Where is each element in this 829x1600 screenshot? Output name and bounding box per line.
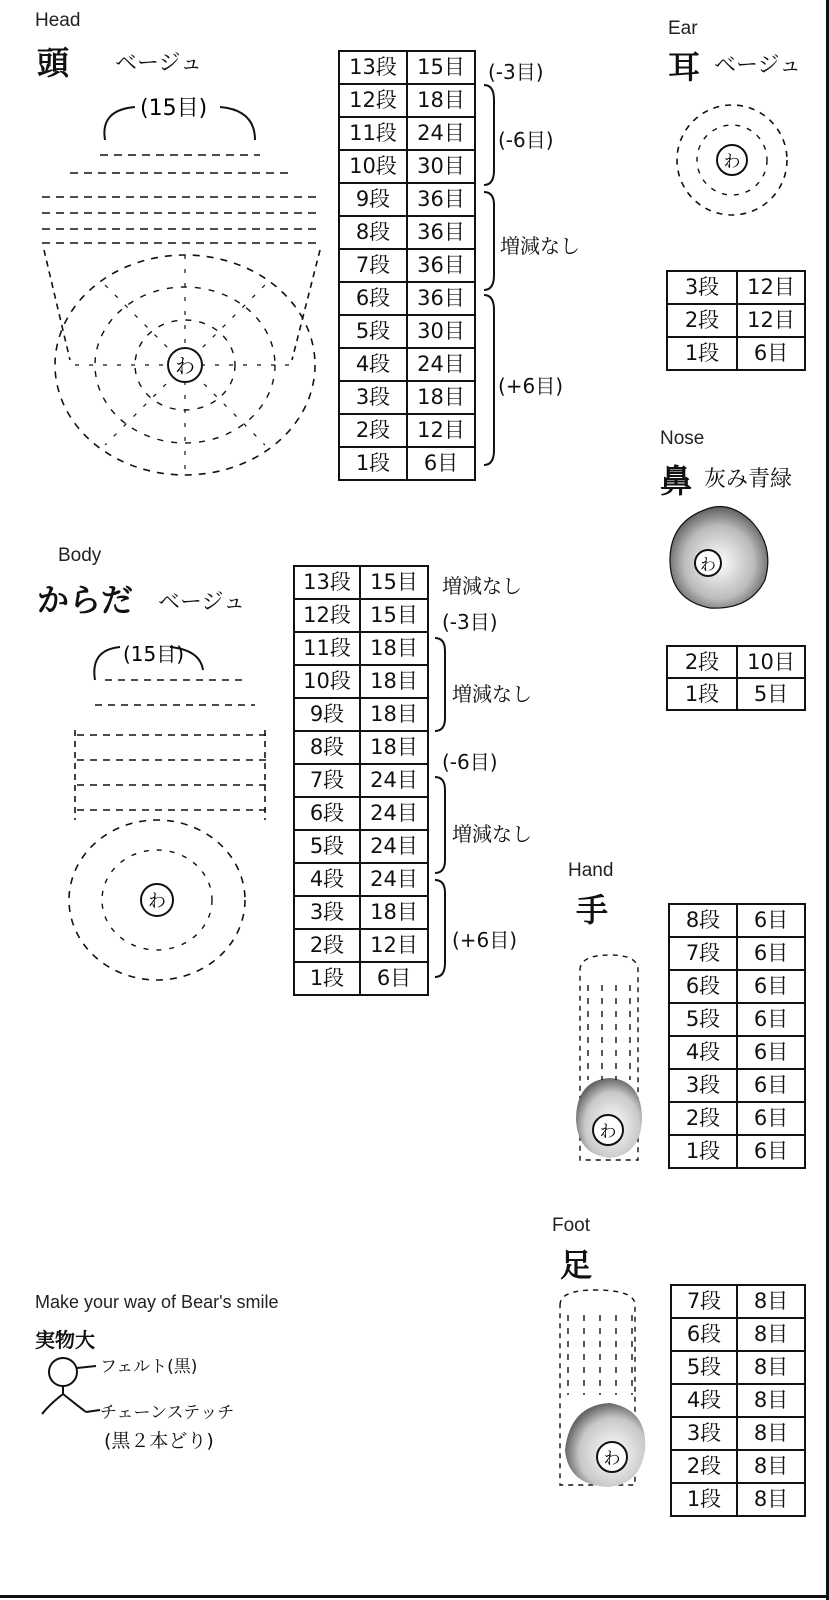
hand-stitch-count: 6目 bbox=[737, 937, 805, 970]
foot-row-number: 1段 bbox=[671, 1483, 737, 1516]
body-stitch-count: 24目 bbox=[360, 863, 428, 896]
body-stitch-count: 15目 bbox=[360, 599, 428, 632]
head-table-brackets bbox=[482, 50, 497, 500]
head-row-number: 12段 bbox=[339, 84, 407, 117]
head-stitch-count: 24目 bbox=[407, 348, 475, 381]
body-stitch-count: 24目 bbox=[360, 830, 428, 863]
hand-row-number: 6段 bbox=[669, 970, 737, 1003]
head-table-row bbox=[339, 282, 475, 315]
head-stitch-count: 30目 bbox=[407, 150, 475, 183]
ear-row-number: 2段 bbox=[667, 304, 737, 337]
body-stitch-count: 18目 bbox=[360, 698, 428, 731]
body-note-r5-7: 増減なし bbox=[452, 822, 532, 846]
head-stitch-count: 30目 bbox=[407, 315, 475, 348]
nose-row-table bbox=[666, 645, 806, 711]
head-table-row bbox=[339, 150, 475, 183]
head-stitch-count: 18目 bbox=[407, 84, 475, 117]
ear-row-table bbox=[666, 270, 806, 371]
head-table-row bbox=[339, 315, 475, 348]
head-row-number: 9段 bbox=[339, 183, 407, 216]
foot-table-row bbox=[671, 1318, 805, 1351]
body-label-en: Body bbox=[58, 545, 102, 566]
foot-stitch-count: 8目 bbox=[737, 1285, 805, 1318]
nose-stitch-count: 5目 bbox=[737, 678, 805, 710]
head-row-number: 4段 bbox=[339, 348, 407, 381]
body-note-r1-4: (+6目) bbox=[452, 928, 518, 952]
smile-stitch-label: チェーンステッチ bbox=[100, 1403, 235, 1423]
ear-stitch-count: 6目 bbox=[737, 337, 805, 370]
body-label-jp: からだ bbox=[37, 581, 134, 619]
body-row-number: 12段 bbox=[294, 599, 360, 632]
body-row-number: 9段 bbox=[294, 698, 360, 731]
body-table-row bbox=[294, 731, 428, 764]
body-note-r13: 増減なし bbox=[442, 574, 522, 598]
head-label-en: Head bbox=[35, 10, 81, 31]
smile-diagram bbox=[38, 1354, 108, 1424]
body-row-number: 1段 bbox=[294, 962, 360, 995]
hand-stitch-count: 6目 bbox=[737, 1036, 805, 1069]
body-row-number: 6段 bbox=[294, 797, 360, 830]
head-stitch-grid bbox=[42, 155, 322, 243]
smile-felt-circle bbox=[49, 1358, 77, 1386]
ear-table-row bbox=[667, 271, 805, 304]
foot-table-row bbox=[671, 1351, 805, 1384]
head-table-row bbox=[339, 117, 475, 150]
body-stitch-count: 12目 bbox=[360, 929, 428, 962]
nose-row-number: 2段 bbox=[667, 646, 737, 678]
hand-stitch-count: 6目 bbox=[737, 1102, 805, 1135]
body-table-row bbox=[294, 599, 428, 632]
smile-scale: 実物大 bbox=[35, 1328, 95, 1352]
head-row-number: 13段 bbox=[339, 51, 407, 84]
body-stitch-count: 18目 bbox=[360, 731, 428, 764]
head-row-number: 11段 bbox=[339, 117, 407, 150]
body-stitch-count: 18目 bbox=[360, 896, 428, 929]
foot-center-label: わ bbox=[603, 1449, 621, 1469]
body-table-row bbox=[294, 698, 428, 731]
body-stitch-count: 24目 bbox=[360, 797, 428, 830]
ear-table-row bbox=[667, 304, 805, 337]
nose-row-number: 1段 bbox=[667, 678, 737, 710]
nose-label-jp: 鼻 bbox=[660, 462, 693, 500]
head-diagram bbox=[30, 85, 330, 485]
nose-stitch-count: 10目 bbox=[737, 646, 805, 678]
hand-table-row bbox=[669, 1003, 805, 1036]
foot-diagram bbox=[550, 1285, 660, 1495]
head-table-row bbox=[339, 183, 475, 216]
head-stitch-count: 18目 bbox=[407, 381, 475, 414]
ear-label-en: Ear bbox=[668, 18, 698, 39]
ear-diagram bbox=[660, 85, 810, 235]
head-row-number: 5段 bbox=[339, 315, 407, 348]
nose-table-row bbox=[667, 678, 805, 710]
body-stitch-count: 18目 bbox=[360, 665, 428, 698]
foot-stitch-count: 8目 bbox=[737, 1351, 805, 1384]
nose-diagram bbox=[660, 500, 810, 615]
foot-row-number: 5段 bbox=[671, 1351, 737, 1384]
body-row-number: 10段 bbox=[294, 665, 360, 698]
head-note-r10-12: (-6目) bbox=[498, 128, 554, 152]
hand-row-table bbox=[668, 903, 806, 1169]
head-row-table bbox=[338, 50, 476, 481]
hand-label-en: Hand bbox=[568, 860, 614, 881]
foot-stitch-count: 8目 bbox=[737, 1384, 805, 1417]
body-stitch-count: 15目 bbox=[360, 566, 428, 599]
smile-title-en: Make your way of Bear's smile bbox=[35, 1292, 279, 1312]
body-row-number: 3段 bbox=[294, 896, 360, 929]
hand-table-row bbox=[669, 937, 805, 970]
head-stitch-count: 36目 bbox=[407, 216, 475, 249]
hand-row-number: 8段 bbox=[669, 904, 737, 937]
hand-stitch-count: 6目 bbox=[737, 1069, 805, 1102]
head-row-number: 6段 bbox=[339, 282, 407, 315]
hand-diagram bbox=[570, 950, 655, 1165]
foot-row-number: 4段 bbox=[671, 1384, 737, 1417]
head-note-r1-6: (+6目) bbox=[498, 374, 564, 398]
head-row-number: 1段 bbox=[339, 447, 407, 480]
nose-color: 灰み青緑 bbox=[704, 467, 793, 492]
hand-stitch-count: 6目 bbox=[737, 970, 805, 1003]
foot-label-jp: 足 bbox=[560, 1246, 593, 1284]
foot-row-number: 2段 bbox=[671, 1450, 737, 1483]
hand-row-number: 7段 bbox=[669, 937, 737, 970]
head-color: ベージュ bbox=[115, 51, 203, 76]
foot-table-row bbox=[671, 1384, 805, 1417]
head-row-number: 8段 bbox=[339, 216, 407, 249]
head-stitch-count: 6目 bbox=[407, 447, 475, 480]
nose-center-label: わ bbox=[699, 555, 717, 574]
foot-row-number: 7段 bbox=[671, 1285, 737, 1318]
hand-label-jp: 手 bbox=[576, 891, 609, 929]
head-note-r13: (-3目) bbox=[488, 60, 544, 84]
smile-stitch-note: (黒２本どり) bbox=[104, 1430, 214, 1452]
foot-row-table bbox=[670, 1284, 806, 1517]
body-row-number: 4段 bbox=[294, 863, 360, 896]
head-table-row bbox=[339, 249, 475, 282]
body-color: ベージュ bbox=[158, 590, 246, 615]
hand-table-row bbox=[669, 1135, 805, 1168]
hand-stitch-count: 6目 bbox=[737, 904, 805, 937]
ear-color: ベージュ bbox=[714, 53, 802, 78]
head-stitch-count: 12目 bbox=[407, 414, 475, 447]
ear-center-label: わ bbox=[723, 152, 741, 172]
page-bottom-edge bbox=[0, 1595, 829, 1598]
ear-stitch-count: 12目 bbox=[737, 271, 805, 304]
ear-stitch-count: 12目 bbox=[737, 304, 805, 337]
head-row-number: 3段 bbox=[339, 381, 407, 414]
body-row-number: 8段 bbox=[294, 731, 360, 764]
foot-table-row bbox=[671, 1285, 805, 1318]
body-stitch-count: 24目 bbox=[360, 764, 428, 797]
body-table-row bbox=[294, 962, 428, 995]
body-table-row bbox=[294, 896, 428, 929]
body-table-row bbox=[294, 665, 428, 698]
ear-row-number: 1段 bbox=[667, 337, 737, 370]
foot-stitch-count: 8目 bbox=[737, 1417, 805, 1450]
head-table-row bbox=[339, 381, 475, 414]
head-top-count: (15目) bbox=[140, 96, 208, 121]
nose-label-en: Nose bbox=[660, 428, 705, 449]
hand-stitch-count: 6目 bbox=[737, 1135, 805, 1168]
head-label-jp: 頭 bbox=[37, 44, 70, 82]
foot-stitch-count: 8目 bbox=[737, 1450, 805, 1483]
ear-row-number: 3段 bbox=[667, 271, 737, 304]
body-table-row bbox=[294, 797, 428, 830]
body-table-row bbox=[294, 863, 428, 896]
head-table-row bbox=[339, 348, 475, 381]
body-table-row bbox=[294, 830, 428, 863]
body-table-row bbox=[294, 632, 428, 665]
ear-label-jp: 耳 bbox=[668, 48, 701, 86]
head-note-r7-9: 増減なし bbox=[500, 234, 580, 258]
hand-table-row bbox=[669, 904, 805, 937]
head-table-row bbox=[339, 84, 475, 117]
head-table-row bbox=[339, 414, 475, 447]
hand-table-row bbox=[669, 970, 805, 1003]
body-row-number: 13段 bbox=[294, 566, 360, 599]
head-row-number: 2段 bbox=[339, 414, 407, 447]
head-center-label: わ bbox=[175, 354, 195, 378]
body-stitch-count: 6目 bbox=[360, 962, 428, 995]
body-row-table bbox=[293, 565, 429, 996]
body-note-r8: (-6目) bbox=[442, 750, 498, 774]
body-note-r12: (-3目) bbox=[442, 610, 498, 634]
hand-table-row bbox=[669, 1036, 805, 1069]
foot-table-row bbox=[671, 1483, 805, 1516]
hand-stitch-count: 6目 bbox=[737, 1003, 805, 1036]
head-stitch-count: 15目 bbox=[407, 51, 475, 84]
head-row-number: 10段 bbox=[339, 150, 407, 183]
head-table-row bbox=[339, 447, 475, 480]
body-row-number: 7段 bbox=[294, 764, 360, 797]
hand-row-number: 1段 bbox=[669, 1135, 737, 1168]
body-row-number: 5段 bbox=[294, 830, 360, 863]
ear-table-row bbox=[667, 337, 805, 370]
hand-center-label: わ bbox=[599, 1122, 617, 1142]
hand-row-number: 3段 bbox=[669, 1069, 737, 1102]
hand-table-row bbox=[669, 1102, 805, 1135]
body-row-number: 11段 bbox=[294, 632, 360, 665]
foot-table-row bbox=[671, 1450, 805, 1483]
body-top-count: (15目) bbox=[123, 642, 185, 666]
foot-row-number: 6段 bbox=[671, 1318, 737, 1351]
body-table-row bbox=[294, 929, 428, 962]
hand-row-number: 5段 bbox=[669, 1003, 737, 1036]
hand-row-number: 2段 bbox=[669, 1102, 737, 1135]
head-table-row bbox=[339, 216, 475, 249]
body-center-label: わ bbox=[148, 891, 166, 912]
body-diagram bbox=[65, 635, 280, 990]
head-stitch-count: 24目 bbox=[407, 117, 475, 150]
foot-stitch-count: 8目 bbox=[737, 1483, 805, 1516]
nose-table-row bbox=[667, 646, 805, 678]
body-note-r9-11: 増減なし bbox=[452, 682, 532, 706]
hand-table-row bbox=[669, 1069, 805, 1102]
head-stitch-count: 36目 bbox=[407, 282, 475, 315]
foot-table-row bbox=[671, 1417, 805, 1450]
foot-stitch-count: 8目 bbox=[737, 1318, 805, 1351]
smile-felt-label: フェルト(黒) bbox=[100, 1357, 198, 1377]
foot-label-en: Foot bbox=[552, 1215, 591, 1236]
body-table-row bbox=[294, 566, 428, 599]
head-stitch-count: 36目 bbox=[407, 249, 475, 282]
hand-row-number: 4段 bbox=[669, 1036, 737, 1069]
head-stitch-count: 36目 bbox=[407, 183, 475, 216]
head-table-row bbox=[339, 51, 475, 84]
body-table-row bbox=[294, 764, 428, 797]
body-stitch-count: 18目 bbox=[360, 632, 428, 665]
head-row-number: 7段 bbox=[339, 249, 407, 282]
foot-row-number: 3段 bbox=[671, 1417, 737, 1450]
body-row-number: 2段 bbox=[294, 929, 360, 962]
